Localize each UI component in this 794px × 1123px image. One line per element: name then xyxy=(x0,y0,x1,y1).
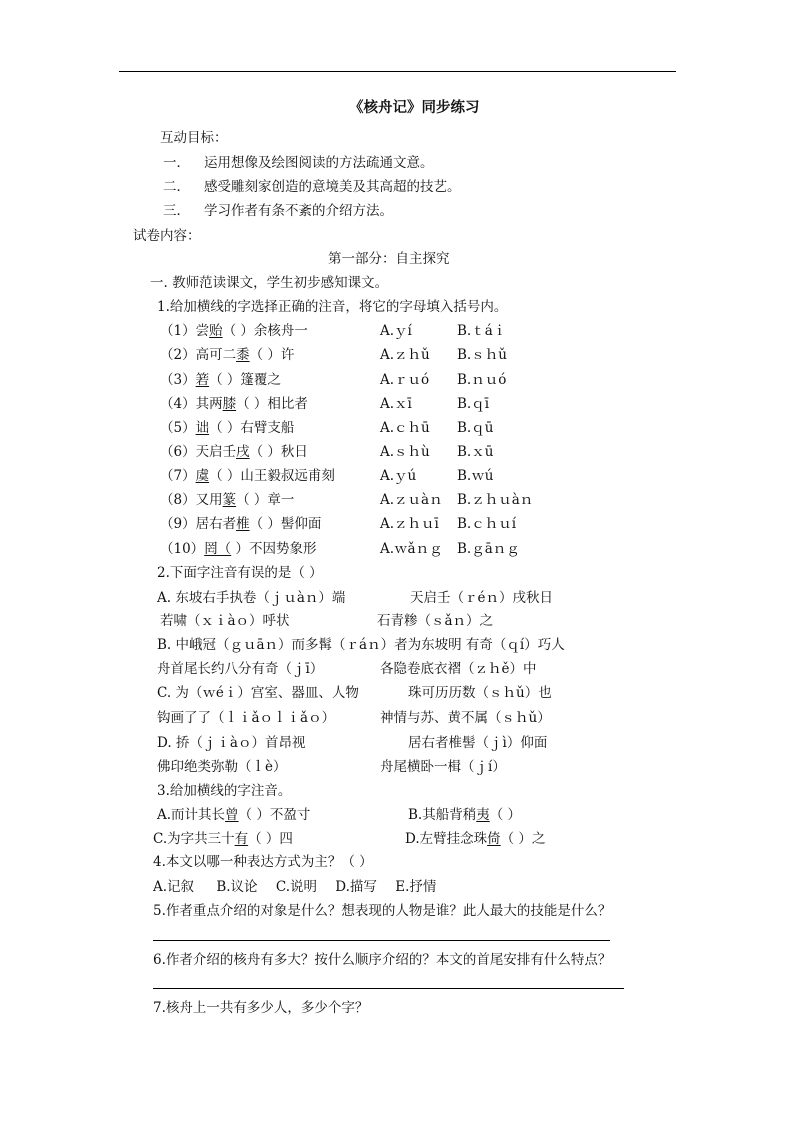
q1-row xyxy=(160,540,316,558)
row-text: ）不因势象形 xyxy=(231,541,317,557)
option-b: B.ｓｈǔ xyxy=(457,347,507,363)
q4-stem: 4.本文以哪一种表达方式为主？（ ） xyxy=(153,854,373,870)
q2-line-left: B. 中峨冠（ｇｕāｎ）而多髯（ｒáｎ）者为东坡明 有奇（ｑí）巧人 xyxy=(157,637,565,653)
underlined-char: 篆 xyxy=(222,492,237,508)
q4-options xyxy=(153,878,436,896)
goal-text: 运用想像及绘图阅读的方法疏通文意。 xyxy=(204,155,434,171)
option-a: A.ｙí xyxy=(380,323,412,339)
option-a: A.ｙú xyxy=(380,468,417,484)
q4-option: B.议论 xyxy=(216,879,258,895)
q2-line-right: 天启壬（ｒéｎ）戌秋日 xyxy=(410,590,553,606)
underlined-char: 倚 xyxy=(487,831,501,847)
underlined-char: 罔（ xyxy=(204,541,232,557)
option-b: B.ｎｕó xyxy=(457,372,507,388)
q2-line-right: 各隐卷底衣褶（ｚｈě）中 xyxy=(380,661,537,677)
goals-heading: 互动目标： xyxy=(160,130,228,146)
q1-row xyxy=(160,491,294,509)
row-text: （9）居右者 xyxy=(160,516,237,532)
q4-option: C.说明 xyxy=(275,879,317,895)
q3-option-d xyxy=(405,830,545,848)
q2-line-right: 石青糁（ｓǎｎ）之 xyxy=(377,613,494,629)
q4-option: D.描写 xyxy=(335,879,377,895)
q2-line-right: 居右者椎髻（ｊì）仰面 xyxy=(408,735,548,751)
row-text: （ ）髻仰面 xyxy=(249,516,322,532)
q1-row xyxy=(160,419,294,437)
opt-text: （ ）不盈寸 xyxy=(238,807,311,823)
underlined-char: 黍 xyxy=(236,347,250,363)
q4-option: E.抒情 xyxy=(395,879,437,895)
option-a: A.ｘī xyxy=(380,396,412,412)
underlined-char: 诎 xyxy=(195,420,210,436)
row-text: （10） xyxy=(160,541,205,557)
option-a: A.ｚｕàｎ xyxy=(380,492,443,508)
row-text: （8）又用 xyxy=(160,492,223,508)
goal-num: 一． xyxy=(163,155,190,171)
q2-line-left: C. 为（ｗéｉ）宫室、器皿、人物 xyxy=(157,685,359,701)
underlined-char: 虞 xyxy=(195,468,210,484)
goal-text: 学习作者有条不紊的介绍方法。 xyxy=(204,203,393,219)
option-b: B.ｇāｎｇ xyxy=(457,541,520,557)
q5-stem: 5.作者重点介绍的对象是什么？想表现的人物是谁？此人最大的技能是什么？ xyxy=(153,903,612,919)
page-title: 《核舟记》同步练习 xyxy=(349,99,480,116)
row-text: （6）天启壬 xyxy=(160,444,237,460)
opt-text: A.而计其长 xyxy=(157,807,226,823)
row-text: （ ）秋日 xyxy=(249,444,308,460)
q2-line-right: 神情与苏、黄不属（ｓｈǔ） xyxy=(380,710,551,726)
opt-text: D.左臂挂念珠 xyxy=(405,831,488,847)
option-b: B.ｑū xyxy=(457,420,494,436)
q2-line-left: 舟首尾长约八分有奇（ｊī） xyxy=(157,661,324,677)
row-text: （ ）章一 xyxy=(236,492,295,508)
part1-title: 第一部分：自主探究 xyxy=(328,251,450,267)
option-b: B.ｑī xyxy=(457,396,490,412)
row-text: （4）其两 xyxy=(160,396,223,412)
q3-option-b xyxy=(408,806,521,824)
opt-text: （ ）之 xyxy=(500,831,546,847)
q2-line-left: D. 挢（ｊｉàｏ）首昂视 xyxy=(157,735,306,751)
q2-line-right: 珠可历历数（ｓｈǔ）也 xyxy=(408,685,552,701)
goal-text: 感受雕刻家创造的意境美及其高超的技艺。 xyxy=(204,179,461,195)
opt-text: B.其船背稍 xyxy=(408,807,477,823)
option-b: B.ｗú xyxy=(457,468,494,484)
option-a: A.ｃｈū xyxy=(380,420,430,436)
option-b: B.ｃｈｕí xyxy=(457,516,517,532)
option-a: A.ｚｈｕī xyxy=(380,516,439,532)
underlined-char: 曾 xyxy=(225,807,239,823)
option-a: A.ｚｈǔ xyxy=(380,347,430,363)
underlined-char: 椎 xyxy=(236,516,250,532)
underlined-char: 贻 xyxy=(209,323,223,339)
goal-num: 三． xyxy=(163,203,190,219)
section1-heading: 一. 教师范读课文，学生初步感知课文。 xyxy=(150,275,389,291)
row-text: （3） xyxy=(160,372,196,388)
q2-line-left: 钩画了了（ｌｉǎｏｌｉǎｏ） xyxy=(157,710,336,726)
option-a: A.ｗǎｎｇ xyxy=(380,541,443,557)
q2-line-left: 佛印绝类弥勒（ｌè） xyxy=(157,759,287,775)
opt-text: （ ） xyxy=(489,807,522,823)
header-rule xyxy=(119,71,676,72)
option-b: B.ｔáｉ xyxy=(457,323,507,339)
underlined-char: 箬 xyxy=(195,372,210,388)
paper-heading: 试卷内容： xyxy=(133,228,201,244)
answer-line xyxy=(153,940,610,941)
answer-line xyxy=(153,988,624,989)
underlined-char: 膝 xyxy=(222,396,237,412)
q1-stem: 1.给加横线的字选择正确的注音，将它的字母填入括号内。 xyxy=(157,299,508,315)
goal-num: 二． xyxy=(163,179,190,195)
option-a: A.ｒｕó xyxy=(380,372,430,388)
row-text: （ ）右臂支船 xyxy=(209,420,295,436)
q4-option: A.记叙 xyxy=(153,879,195,895)
q1-row xyxy=(160,322,308,340)
row-text: （5） xyxy=(160,420,196,436)
q3-stem: 3.给加横线的字注音。 xyxy=(157,783,292,799)
q2-line-left: 若啸（ｘｉàｏ）呼状 xyxy=(160,613,290,629)
q6-stem: 6.作者介绍的核舟有多大？按什么顺序介绍的？本文的首尾安排有什么特点？ xyxy=(153,952,612,968)
underlined-char: 夷 xyxy=(476,807,490,823)
q1-row xyxy=(160,467,335,485)
option-a: A.ｓｈù xyxy=(380,444,430,460)
q1-row xyxy=(160,443,308,461)
q1-row xyxy=(160,395,308,413)
q1-row xyxy=(160,371,281,389)
row-text: （ ）相比者 xyxy=(236,396,308,412)
row-text: （1）尝 xyxy=(160,323,210,339)
opt-text: （ ）四 xyxy=(248,831,293,847)
q1-row xyxy=(160,346,294,364)
q3-option-a xyxy=(157,806,310,824)
row-text: （2）高可二 xyxy=(160,347,237,363)
option-b: B.ｘū xyxy=(457,444,494,460)
q2-line-left: A. 东坡右手执卷（ｊｕàｎ）端 xyxy=(157,590,346,606)
row-text: （7） xyxy=(160,468,196,484)
q2-stem: 2.下面字注音有误的是（ ） xyxy=(157,565,323,581)
underlined-char: 戌 xyxy=(236,444,250,460)
row-text: （ ）许 xyxy=(249,347,295,363)
option-b: B.ｚｈｕàｎ xyxy=(457,492,534,508)
q1-row xyxy=(160,515,321,533)
q7-stem: 7.核舟上一共有多少人，多少个字？ xyxy=(153,1000,369,1016)
q3-option-c xyxy=(153,830,293,848)
q2-line-right: 舟尾横卧一楫（ｊí） xyxy=(380,759,506,775)
opt-text: C.为字共三十 xyxy=(153,831,235,847)
underlined-char: 有 xyxy=(234,831,249,847)
row-text: （ ）山王毅叔远甫刻 xyxy=(209,468,335,484)
row-text: （ ）余核舟一 xyxy=(222,323,308,339)
row-text: （ ）篷覆之 xyxy=(209,372,281,388)
